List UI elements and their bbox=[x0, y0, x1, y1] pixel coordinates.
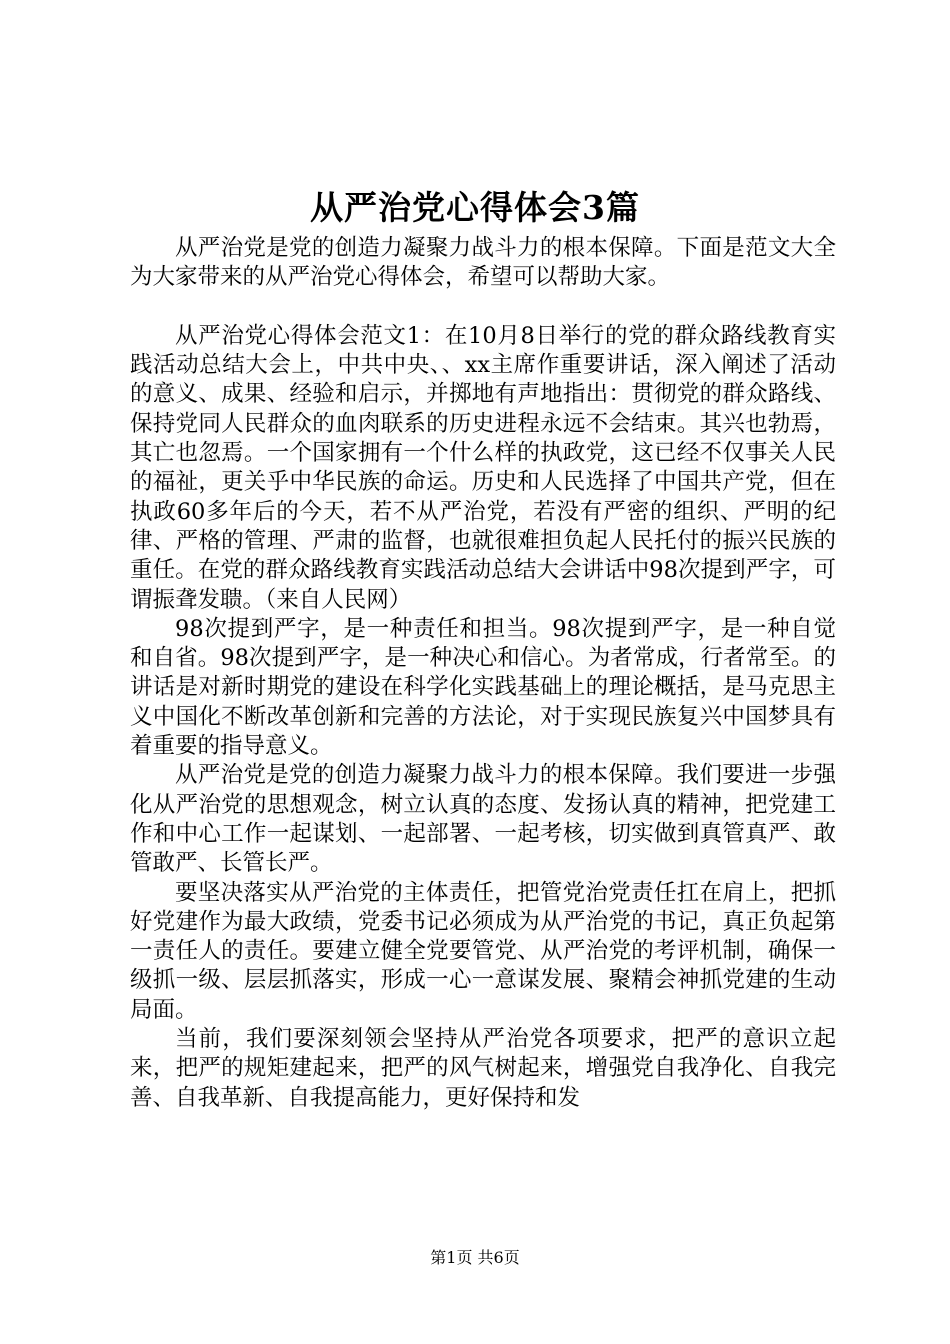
paragraph-guarantee: 从严治党是党的创造力凝聚力战斗力的根本保障。我们要进一步强化从严治党的思想观念，树立认真的态度、发扬认真的精神，把党建工作和中心工作一起谋划、一起部署、一起考核，切实做到真管真严、敢管敢严、长管长严。 bbox=[130, 762, 836, 877]
paragraph-sample-1: 从严治党心得体会范文1：在10月8日举行的党的群众路线教育实践活动总结大会上，中共中央、、xx主席作重要讲话，深入阐述了活动的意义、成果、经验和启示，并掷地有声地指出：贯彻党的群众路线、保持党同人民群众的血肉联系的历史进程永远不会结束。其兴也勃焉，其亡也忽焉。一个国家拥有一个什么样的执政党，这已经不仅事关人民的福祉，更关乎中华民族的命运。历史和人民选择了中国共产党，但在执政60多年后的今天，若不从严治党，若没有严密的组织、严明的纪律、严格的管理、严肃的监督，也就很难担负起人民托付的振兴民族的重任。在党的群众路线教育实践活动总结大会讲话中98次提到严字，可谓振聋发聩。（来自人民网） bbox=[130, 322, 836, 613]
paragraph-intro: 从严治党是党的创造力凝聚力战斗力的根本保障。下面是范文大全为大家带来的从严治党心得体会，希望可以帮助大家。 bbox=[130, 235, 836, 291]
paragraph-responsibility: 要坚决落实从严治党的主体责任，把管党治党责任扛在肩上，把抓好党建作为最大政绩，党委书记必须成为从严治党的书记，真正负起第一责任人的责任。要建立健全党要管党、从严治党的考评机制，确保一级抓一级、层层抓落实，形成一心一意谋发展、聚精会神抓党建的生动局面。 bbox=[130, 879, 836, 1023]
page-number-footer: 第1页 共6页 bbox=[430, 1248, 520, 1267]
paragraph-98-times: 98次提到严字，是一种责任和担当。98次提到严字，是一种自觉和自省。98次提到严字，是一种决心和信心。为者常成，行者常至。的讲话是对新时期党的建设在科学化实践基础上的理论概括，是马克思主义中国化不断改革创新和完善的方法论，对于实现民族复兴中国梦具有着重要的指导意义。 bbox=[130, 615, 836, 760]
document-title: 从严治党心得体会3篇 bbox=[310, 188, 640, 227]
paragraph-current: 当前，我们要深刻领会坚持从严治党各项要求，把严的意识立起来，把严的规矩建起来，把严的风气树起来，增强党自我净化、自我完善、自我革新、自我提高能力，更好保持和发 bbox=[130, 1026, 836, 1111]
document-body bbox=[130, 234, 836, 1113]
